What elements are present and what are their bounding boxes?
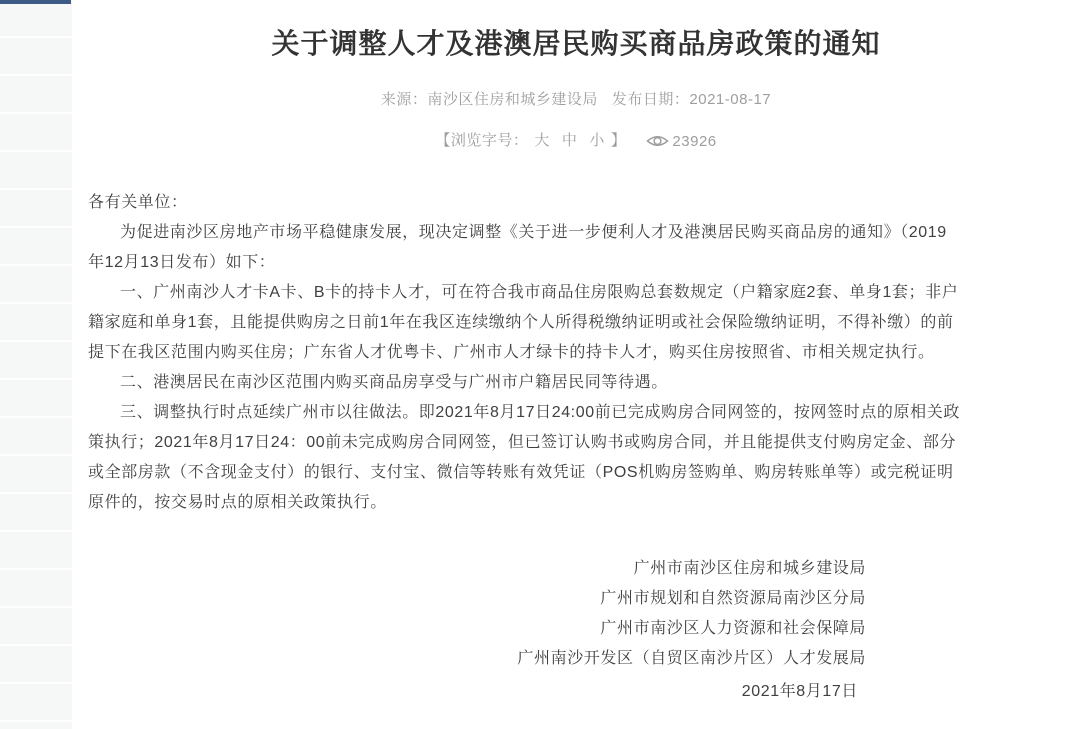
page-title: 关于调整人才及港澳居民购买商品房政策的通知: [271, 28, 881, 59]
paragraph-intro: 为促进南沙区房地产市场平稳健康发展，现决定调整《关于进一步便利人才及港澳居民购买商品房的通知》（2019年12月13日发布）如下：: [88, 224, 947, 271]
font-size-toolbar: [72, 129, 1080, 150]
source-label: 来源：: [380, 91, 428, 108]
signature-line-1: 广州市南沙区住房和城乡建设局: [633, 560, 866, 577]
paragraph-item-3: 三、调整执行时点延续广州市以往做法。即2021年8月17日24:00前已完成购房合同网签的，按网签时点的原相关政策执行；2021年8月17日24：00前未完成购房合同网签，但已签订认购书或购房合同，并且能提供支付购房定金、部分或全部房款（不含现金支付）的银行、支付宝、微信等转账有效凭证（POS机购房签购单、购房转账单等）或完税证明原件的，按交易时点的原相关政策执行。: [88, 404, 960, 511]
font-size-small-button[interactable]: 小: [589, 132, 605, 149]
article: [72, 0, 1080, 729]
font-size-prefix: 【浏览字号：: [435, 132, 529, 149]
article-meta: [72, 88, 1080, 109]
publish-date-label: 发布日期：: [611, 91, 690, 108]
article-body: [88, 188, 962, 518]
signature-line-3: 广州市南沙区人力资源和社会保障局: [600, 620, 866, 637]
publish-date-value: 2021-08-17: [689, 91, 772, 108]
top-accent-bar: [0, 0, 71, 4]
salutation: 各有关单位：: [88, 194, 188, 211]
signature-line-4: 广州南沙开发区（自贸区南沙片区）人才发展局: [517, 650, 866, 667]
font-size-large-button[interactable]: 大: [534, 132, 550, 149]
source-value: 南沙区住房和城乡建设局: [427, 91, 598, 108]
eye-icon: [646, 133, 669, 149]
signature-date: 2021年8月17日: [741, 683, 858, 700]
font-size-suffix: 】: [610, 132, 627, 149]
signature-line-2: 广州市规划和自然资源局南沙区分局: [600, 590, 866, 607]
view-counter: [646, 133, 716, 150]
paragraph-item-2: 二、港澳居民在南沙区范围内购买商品房享受与广州市户籍居民同等待遇。: [120, 374, 668, 391]
signature-block: [72, 554, 1080, 707]
view-count: 23926: [672, 132, 717, 150]
font-size-medium-button[interactable]: 中: [561, 132, 578, 149]
left-sidebar: [0, 0, 72, 729]
paragraph-item-1: 一、广州南沙人才卡A卡、B卡的持卡人才，可在符合我市商品住房限购总套数规定（户籍家庭2套、单身1套；非户籍家庭和单身1套，且能提供购房之日前1年在我区连续缴纳个人所得税缴纳证明或社会保险缴纳证明，不得补缴）的前提下在我区范围内购买住房；广东省人才优粤卡、广州市人才绿卡的持卡人才，购买住房按照省、市相关规定执行。: [88, 284, 959, 361]
